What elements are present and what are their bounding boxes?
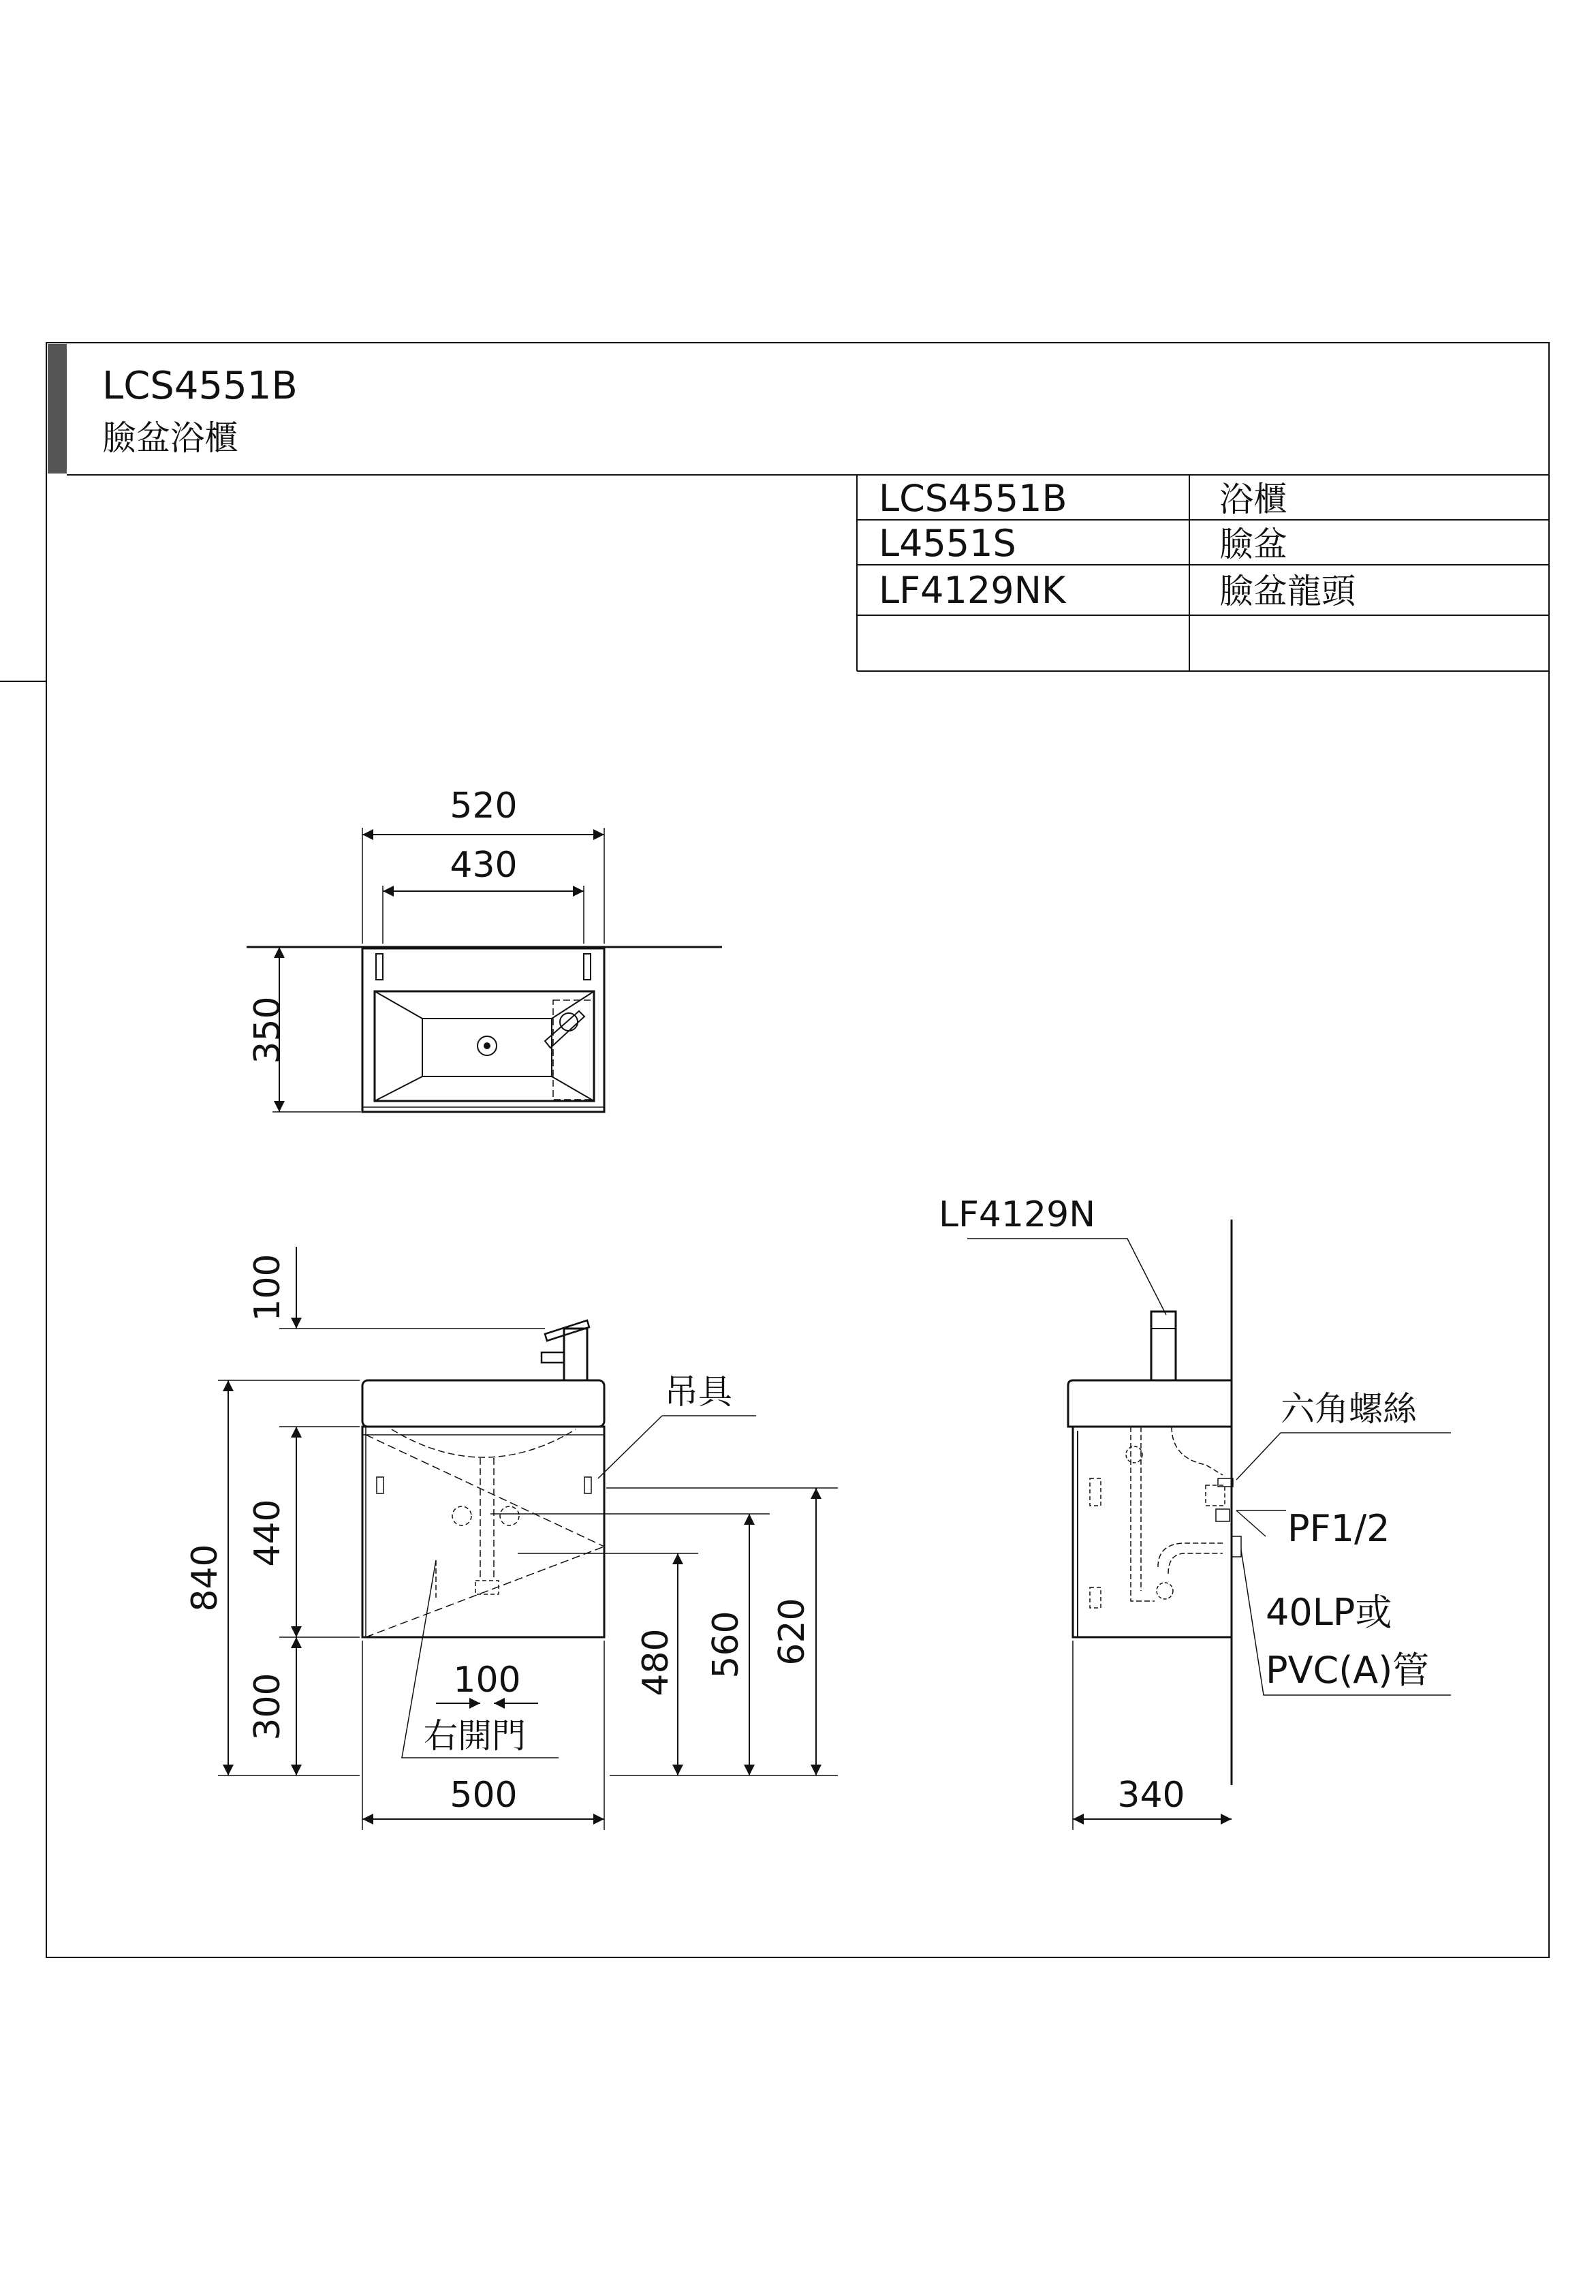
side-view [939, 1194, 1451, 1830]
dim-side-depth: 340 [1117, 1775, 1185, 1816]
dim-height-560: 560 [706, 1611, 747, 1679]
parts-row-3-desc: 臉盆龍頭 [1219, 572, 1356, 611]
parts-table [857, 475, 1549, 671]
label-hex-screw: 六角螺絲 [1281, 1389, 1417, 1429]
dim-front-width: 500 [450, 1775, 518, 1816]
dim-drain-offset: 100 [453, 1660, 521, 1701]
dim-total-height: 840 [185, 1544, 225, 1612]
label-faucet-model: LF4129N [939, 1194, 1096, 1235]
label-pf: PF1/2 [1287, 1507, 1390, 1550]
dim-height-620: 620 [772, 1598, 813, 1666]
label-drain-1: 40LP或 [1266, 1591, 1392, 1634]
front-view [185, 1247, 838, 1830]
dim-cabinet-height: 440 [247, 1499, 288, 1567]
label-hanger: 吊具 [664, 1372, 732, 1412]
product-name: 臉盆浴櫃 [102, 418, 238, 458]
parts-row-1-code: LCS4551B [879, 477, 1067, 520]
parts-row-2-code: L4551S [879, 522, 1016, 565]
dim-floor-clearance: 300 [247, 1673, 288, 1741]
parts-row-1-desc: 浴櫃 [1219, 480, 1287, 519]
dim-top-width-inner: 430 [450, 845, 518, 886]
label-drain-2: PVC(A)管 [1266, 1649, 1430, 1692]
model-number: LCS4551B [102, 364, 298, 408]
top-view [247, 786, 722, 1112]
parts-row-3-code: LF4129NK [879, 569, 1066, 612]
parts-row-2-desc: 臉盆 [1219, 525, 1287, 564]
dim-top-depth: 350 [247, 996, 288, 1064]
label-right-door: 右開門 [424, 1716, 526, 1756]
dim-height-480: 480 [636, 1628, 676, 1696]
dim-faucet-clearance: 100 [247, 1254, 288, 1322]
dim-top-width-outer: 520 [450, 786, 518, 826]
